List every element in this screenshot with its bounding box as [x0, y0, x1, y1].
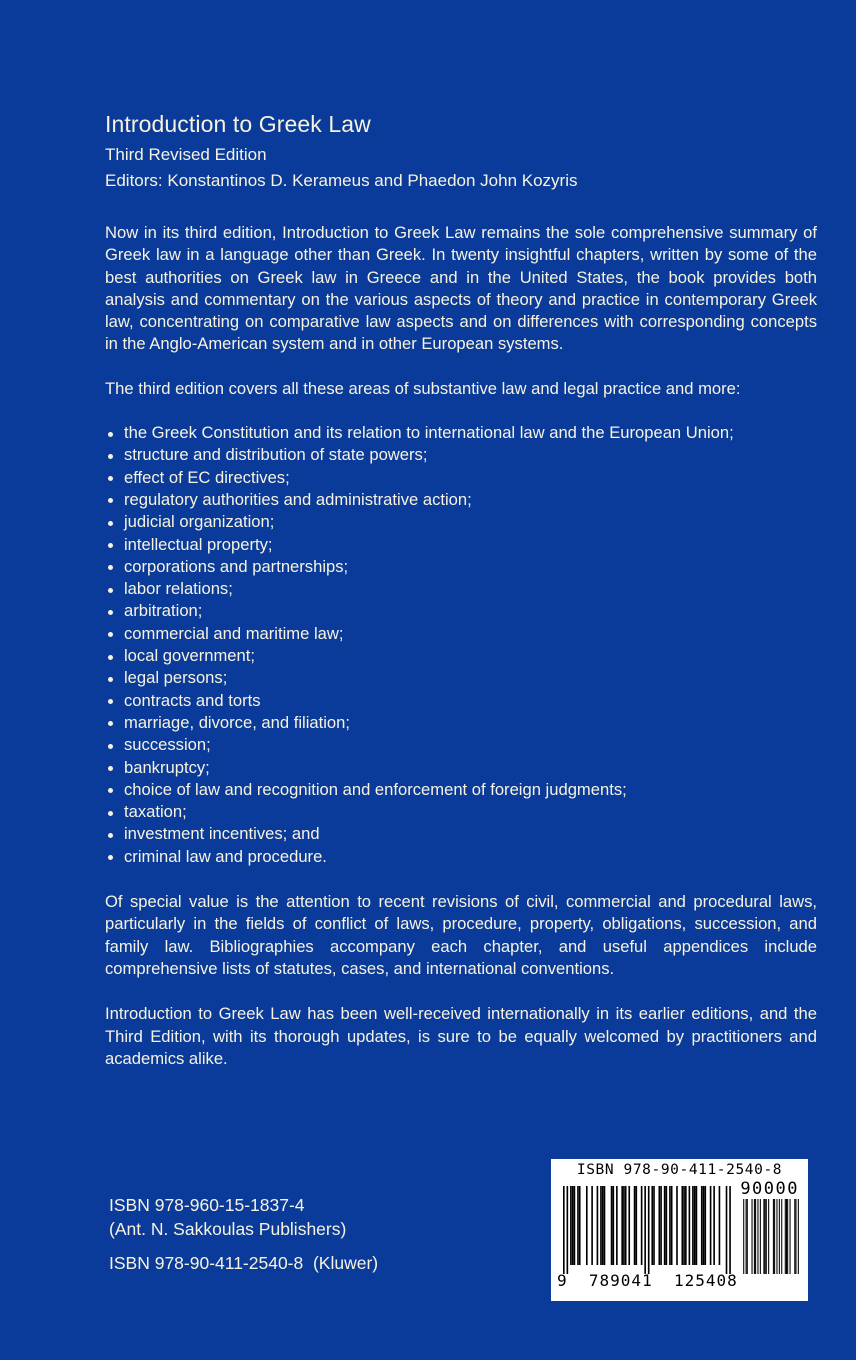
list-item	[105, 690, 817, 712]
isbn-kluwer: ISBN 978-90-411-2540-8 (Kluwer)	[109, 1253, 379, 1273]
bullet-icon	[108, 744, 113, 749]
isbn-block	[109, 1193, 378, 1275]
publisher-sakkoulas: (Ant. N. Sakkoulas Publishers)	[109, 1219, 347, 1239]
bullet-icon	[108, 721, 113, 726]
list-item-label: labor relations;	[124, 579, 233, 599]
list-item	[105, 779, 817, 801]
list-item-label: investment incentives; and	[124, 824, 320, 844]
list-item	[105, 712, 817, 734]
list-item	[105, 511, 817, 533]
blurb-paragraph-4: Introduction to Greek Law has been well-received internationally in its earlier editions, and the Third Edition, with its thorough updates, is sure to be equally welcomed by practitioners and academics alike.	[105, 1004, 817, 1068]
blurb-paragraph-1: Now in its third edition, Introduction to Greek Law remains the sole comprehensive summary of Greek law in a language other than Greek. In twenty insightful chapters, written by some of the best authorities on Greek law in Greece and in the United States, the book provides both analysis and commentary on the various aspects of theory and practice in contemporary Greek law, concentrating on comparative law aspects and on differences with corresponding concepts in the Anglo-American system and in other European systems.	[105, 223, 817, 354]
list-item	[105, 534, 817, 556]
list-item-label: taxation;	[124, 802, 187, 822]
bullet-icon	[108, 632, 113, 637]
list-item	[105, 556, 817, 578]
barcode	[551, 1159, 808, 1301]
list-item	[105, 734, 817, 756]
topics-list	[105, 422, 817, 868]
list-item-label: arbitration;	[124, 601, 203, 621]
bullet-icon	[108, 476, 113, 481]
bullet-icon	[108, 432, 113, 437]
list-item-label: the Greek Constitution and its relation to international law and the European Union;	[124, 423, 734, 443]
barcode-addon-symbol	[742, 1199, 799, 1274]
list-item-label: structure and distribution of state powers;	[124, 445, 428, 465]
list-item-label: intellectual property;	[124, 534, 273, 554]
list-item-label: contracts and torts	[124, 690, 261, 710]
list-item-label: legal persons;	[124, 668, 228, 688]
bullet-icon	[108, 521, 113, 526]
bullet-icon	[108, 677, 113, 682]
list-item	[105, 600, 817, 622]
bullet-icon	[108, 788, 113, 793]
list-item	[105, 422, 817, 444]
list-item	[105, 578, 817, 600]
list-item-label: effect of EC directives;	[124, 467, 290, 487]
list-item	[105, 444, 817, 466]
blurb-paragraph-2: The third edition covers all these areas of substantive law and legal practice and more:	[105, 378, 741, 398]
list-item-label: corporations and partnerships;	[124, 556, 349, 576]
cover-text-content	[105, 110, 817, 1070]
bullet-icon	[108, 454, 113, 459]
list-item-label: criminal law and procedure.	[124, 846, 327, 866]
bullet-icon	[108, 811, 113, 816]
list-item-label: bankruptcy;	[124, 757, 210, 777]
list-item-label: choice of law and recognition and enforcement of foreign judgments;	[124, 779, 627, 799]
bullet-icon	[108, 588, 113, 593]
list-item-label: succession;	[124, 735, 211, 755]
page-title: Introduction to Greek Law	[105, 111, 371, 137]
bullet-icon	[108, 565, 113, 570]
list-item-label: marriage, divorce, and filiation;	[124, 712, 350, 732]
barcode-addon-digits: 90000	[740, 1179, 799, 1199]
bullet-icon	[108, 766, 113, 771]
list-item	[105, 823, 817, 845]
list-item	[105, 667, 817, 689]
blurb-paragraph-3: Of special value is the attention to recent revisions of civil, commercial and procedural laws, particularly in the fields of conflict of laws, procedure, property, obligations, succession, and family law. Bibliographies accompany each chapter, and useful appendices include comprehensive lists of statutes, cases, and international conventions.	[105, 892, 817, 978]
list-item-label: regulatory authorities and administrative action;	[124, 489, 472, 509]
barcode-isbn-label: ISBN 978-90-411-2540-8	[576, 1162, 783, 1178]
list-item	[105, 645, 817, 667]
edition-subtitle: Third Revised Edition	[105, 145, 267, 164]
list-item	[105, 623, 817, 645]
bullet-icon	[108, 699, 113, 704]
bullet-icon	[108, 855, 113, 860]
bullet-icon	[108, 498, 113, 503]
isbn-sakkoulas: ISBN 978-960-15-1837-4	[109, 1195, 305, 1215]
bullet-icon	[108, 655, 113, 660]
list-item	[105, 489, 817, 511]
bullet-icon	[108, 543, 113, 548]
list-item	[105, 757, 817, 779]
bullet-icon	[108, 833, 113, 838]
bullet-icon	[108, 610, 113, 615]
editors-line: Editors: Konstantinos D. Kerameus and Phaedon John Kozyris	[105, 171, 578, 190]
list-item-label: commercial and maritime law;	[124, 623, 344, 643]
list-item	[105, 801, 817, 823]
barcode-main-symbol	[563, 1186, 731, 1274]
list-item-label: local government;	[124, 646, 255, 666]
list-item	[105, 467, 817, 489]
barcode-human-readable: 9 789041 125408	[557, 1271, 738, 1290]
list-item	[105, 846, 817, 868]
list-item-label: judicial organization;	[124, 512, 275, 532]
